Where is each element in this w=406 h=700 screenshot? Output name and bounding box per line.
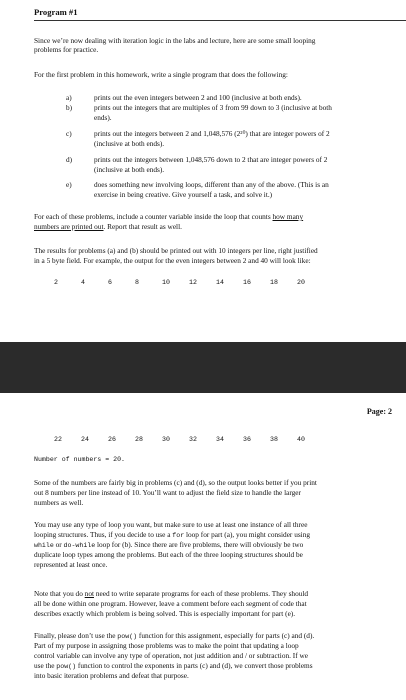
code-keyword: while: [34, 542, 54, 549]
example-output-row-2: [54, 435, 324, 444]
loop-text: loop for part (a), you might consider using: [184, 530, 311, 539]
list-marker: d): [66, 155, 73, 164]
output-number: 22: [54, 436, 62, 443]
intro-line-2: problems for practice.: [34, 45, 99, 54]
counter-underlined: numbers are printed out: [34, 222, 104, 231]
list-text: (inclusive at both ends).: [94, 165, 165, 174]
loop-text: looping structures. Thus, if you decide to use a: [34, 530, 173, 539]
output-number: 12: [189, 279, 197, 286]
big-numbers-line-2: out 8 numbers per line instead of 10. You’ll want to adjust the field size to handle the larger: [34, 488, 301, 497]
output-number: 2: [54, 279, 58, 286]
loop-line-5: represented at least once.: [34, 560, 108, 569]
counter-line-1: [34, 212, 406, 221]
code-keyword: do-while: [63, 542, 96, 549]
final-text: use the: [34, 661, 57, 670]
loop-line-2: [34, 530, 406, 540]
output-number: 40: [297, 436, 305, 443]
final-line-5: into basic iteration problems and defeat that purpose.: [34, 671, 189, 680]
final-line-4: [34, 661, 406, 671]
program-title: Program #1: [34, 7, 78, 17]
output-number: 34: [216, 436, 224, 443]
output-number: 8: [135, 279, 139, 286]
list-text: prints out the even integers between 2 and 100 (inclusive at both ends).: [94, 93, 302, 102]
counter-line-2: [34, 222, 406, 231]
code-keyword: pow(): [56, 663, 77, 670]
output-number: 26: [108, 436, 116, 443]
counter-text: For each of these problems, include a counter variable inside the loop that counts: [34, 212, 273, 221]
number-count-line: Number of numbers = 20.: [34, 456, 126, 463]
list-marker: c): [66, 129, 72, 138]
final-line-3: control variable can involve any type of operation, not just addition and / or subtraction. If we: [34, 651, 308, 660]
output-number: 28: [135, 436, 143, 443]
output-number: 14: [216, 279, 224, 286]
big-numbers-line-3: numbers as well.: [34, 498, 84, 507]
big-numbers-line-1: Some of the numbers are fairly big in problems (c) and (d), so the output looks better if you print: [34, 478, 317, 487]
output-number: 36: [243, 436, 251, 443]
list-marker: b): [66, 103, 73, 112]
list-marker: e): [66, 180, 72, 189]
loop-text: loop for (b). Since there are five problems, there will obviously be two: [95, 540, 304, 549]
list-marker: a): [66, 93, 72, 102]
list-text: ends).: [94, 113, 112, 122]
document-page-2: [0, 393, 406, 700]
intro-line-1: Since we’re now dealing with iteration logic in the labs and lecture, here are some small looping: [34, 36, 316, 45]
list-text: does something new involving loops, different than any of the above. (This is an: [94, 180, 329, 189]
output-number: 20: [297, 279, 305, 286]
list-text: (inclusive at both ends).: [94, 139, 165, 148]
output-number: 32: [189, 436, 197, 443]
list-text: prints out the integers between 1,048,576 down to 2 that are integer powers of 2: [94, 155, 328, 164]
final-line-2: Part of my purpose in assigning those problems was to make the point that updating a loop: [34, 641, 299, 650]
output-number: 16: [243, 279, 251, 286]
output-number: 4: [81, 279, 85, 286]
note-text: Note that you do: [34, 589, 85, 598]
list-text: prints out the integers that are multiples of 3 from 99 down to 3 (inclusive at both: [94, 103, 332, 112]
counter-underlined: how many: [272, 212, 304, 221]
results-line-1: The results for problems (a) and (b) should be printed out with 10 integers per line, right justified: [34, 246, 318, 255]
note-underlined: not: [84, 589, 94, 598]
output-number: 6: [108, 279, 112, 286]
list-text: exercise in being creative. Give yourself a task, and solve it.): [94, 190, 273, 199]
first-problem-text: For the first problem in this homework, write a single program that does the following:: [34, 70, 288, 79]
title-underline: [34, 20, 406, 21]
loop-text: or: [53, 540, 64, 549]
output-number: 24: [81, 436, 89, 443]
output-number: 18: [270, 279, 278, 286]
document-page-1: [0, 0, 406, 342]
code-keyword: pow(): [117, 633, 138, 640]
code-keyword: for: [172, 532, 185, 539]
loop-line-1: You may use any type of loop you want, but make sure to use at least one instance of all three: [34, 520, 308, 529]
note-line-3: describes exactly which problem is being solved. This is especially important for part (e).: [34, 609, 296, 618]
example-output-row-1: [54, 278, 324, 287]
final-line-1: [34, 631, 406, 641]
loop-line-4: duplicate loop types among the problems. But each of the three looping structures should be: [34, 550, 303, 559]
note-line-2: all be done within one program. However, leave a comment before each segment of code that: [34, 599, 307, 608]
output-number: 10: [162, 279, 170, 286]
output-number: 30: [162, 436, 170, 443]
final-text: function to control the exponents in parts (c) and (d), we convert those problems: [76, 661, 313, 670]
results-line-2: in a 5 byte field. For example, the output for the even integers between 2 and 40 will look like:: [34, 256, 311, 265]
loop-line-3: [34, 540, 406, 550]
counter-text: . Report that result as well.: [103, 222, 182, 231]
final-text: function for this assignment, especially for parts (c) and (d).: [137, 631, 315, 640]
list-text: prints out the integers between 2 and 1,048,576 (2²⁰) that are integer powers of 2: [94, 129, 330, 138]
final-text: Finally, please don’t use the: [34, 631, 118, 640]
page-gap: [0, 342, 406, 393]
note-text: need to write separate programs for each of these problems. They should: [94, 589, 309, 598]
note-line-1: [34, 589, 406, 598]
page-number: Page: 2: [366, 407, 392, 416]
output-number: 38: [270, 436, 278, 443]
